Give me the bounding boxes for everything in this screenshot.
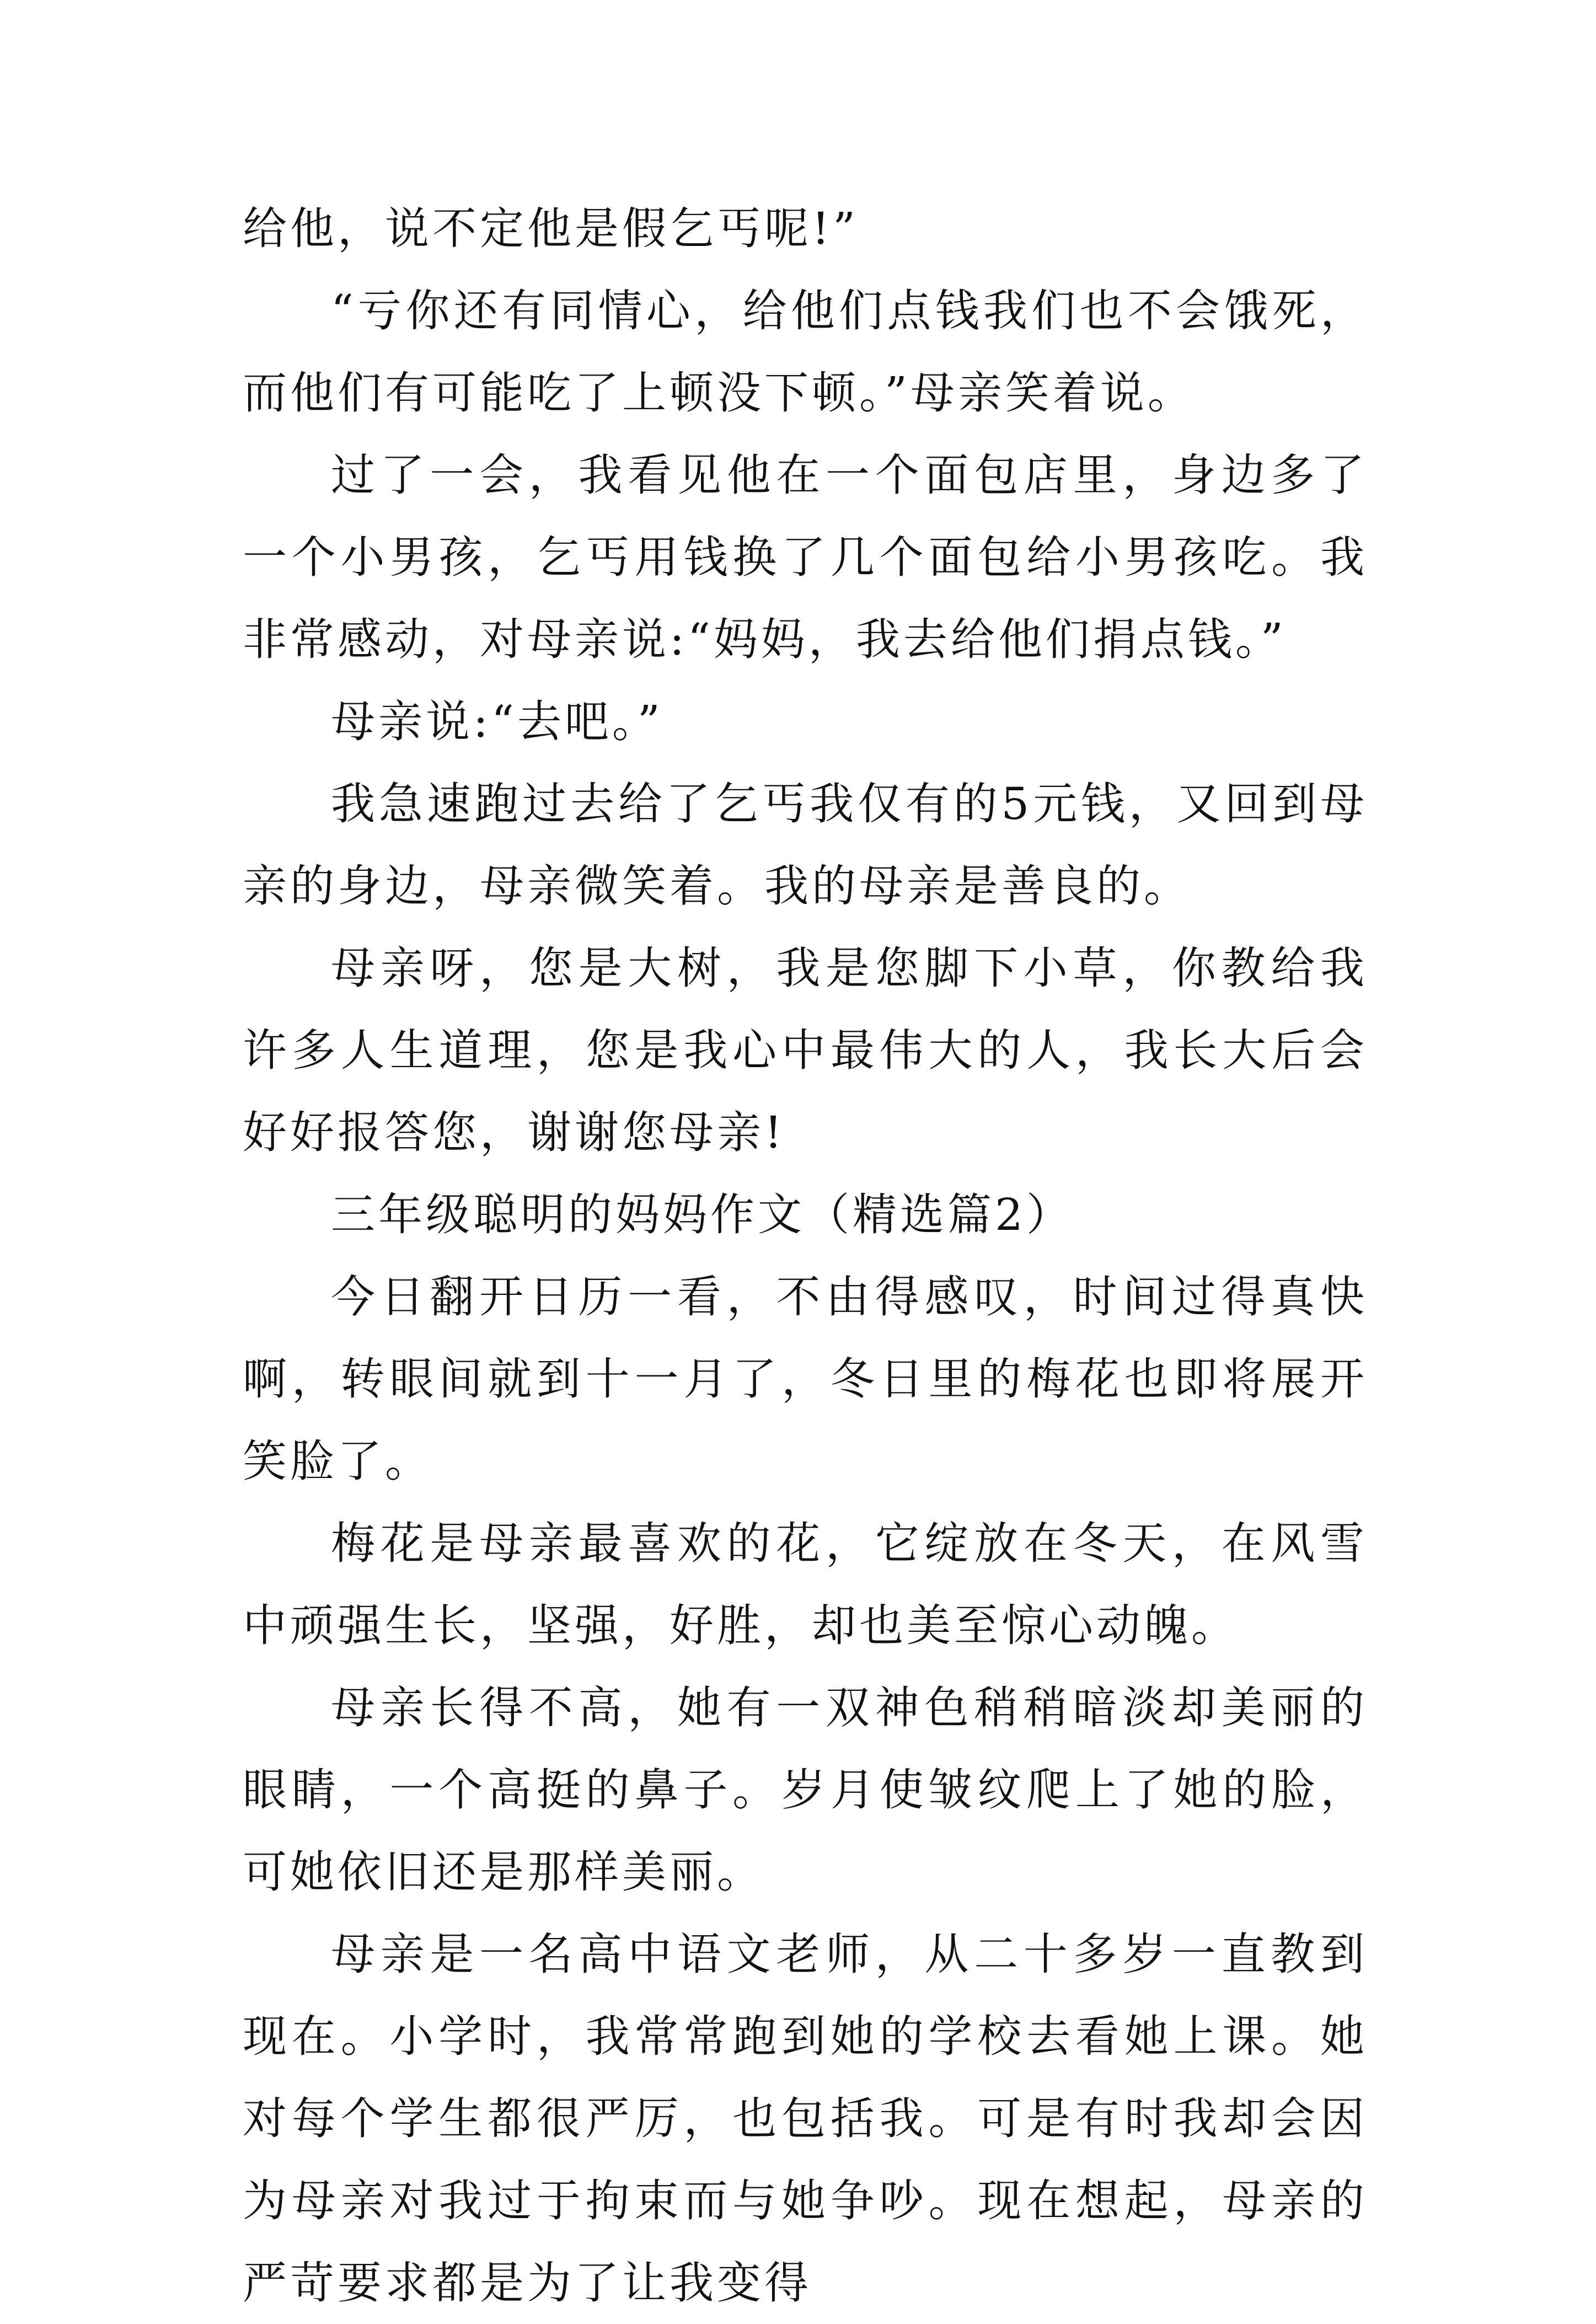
paragraph: 母亲长得不高，她有一双神色稍稍暗淡却美丽的眼睛，一个高挺的鼻子。岁月使皱纹爬上了她的脸，可她依旧还是那样美丽。: [243, 1682, 1368, 1898]
section-heading: 三年级聪明的妈妈作文（精选篇2）: [331, 1189, 1074, 1240]
paragraph: “亏你还有同情心，给他们点钱我们也不会饿死，而他们有可能吃了上顿没下顿。”母亲笑着说。: [243, 285, 1368, 419]
paragraph: 今日翻开日历一看，不由得感叹，时间过得真快啊，转眼间就到十一月了，冬日里的梅花也即将展开笑脸了。: [243, 1271, 1368, 1487]
paragraph: 过了一会，我看见他在一个面包店里，身边多了一个小男孩，乞丐用钱换了几个面包给小男孩吃。我非常感动，对母亲说:“妈妈，我去给他们捐点钱。”: [243, 449, 1368, 665]
paragraph: 母亲是一名高中语文老师，从二十多岁一直教到现在。小学时，我常常跑到她的学校去看她上课。她对每个学生都很严厉，也包括我。可是有时我却会因为母亲对我过于拘束而与她争吵。现在想起，母亲的严苛要求都是为了让我变得: [243, 1929, 1368, 2309]
essay-body: [243, 188, 1368, 2324]
paragraph: 母亲呀，您是大树，我是您脚下小草，你教给我许多人生道理，您是我心中最伟大的人，我长大后会好好报答您，谢谢您母亲!: [243, 943, 1368, 1158]
paragraph: 梅花是母亲最喜欢的花，它绽放在冬天，在风雪中顽强生长，坚强，好胜，却也美至惊心动魄。: [243, 1518, 1368, 1651]
paragraph: 我急速跑过去给了乞丐我仅有的5元钱，又回到母亲的身边，母亲微笑着。我的母亲是善良的。: [243, 778, 1368, 912]
paragraph-continuation: 给他，说不定他是假乞丐呢!”: [243, 203, 859, 254]
paragraph: 母亲说:“去吧。”: [331, 696, 663, 747]
